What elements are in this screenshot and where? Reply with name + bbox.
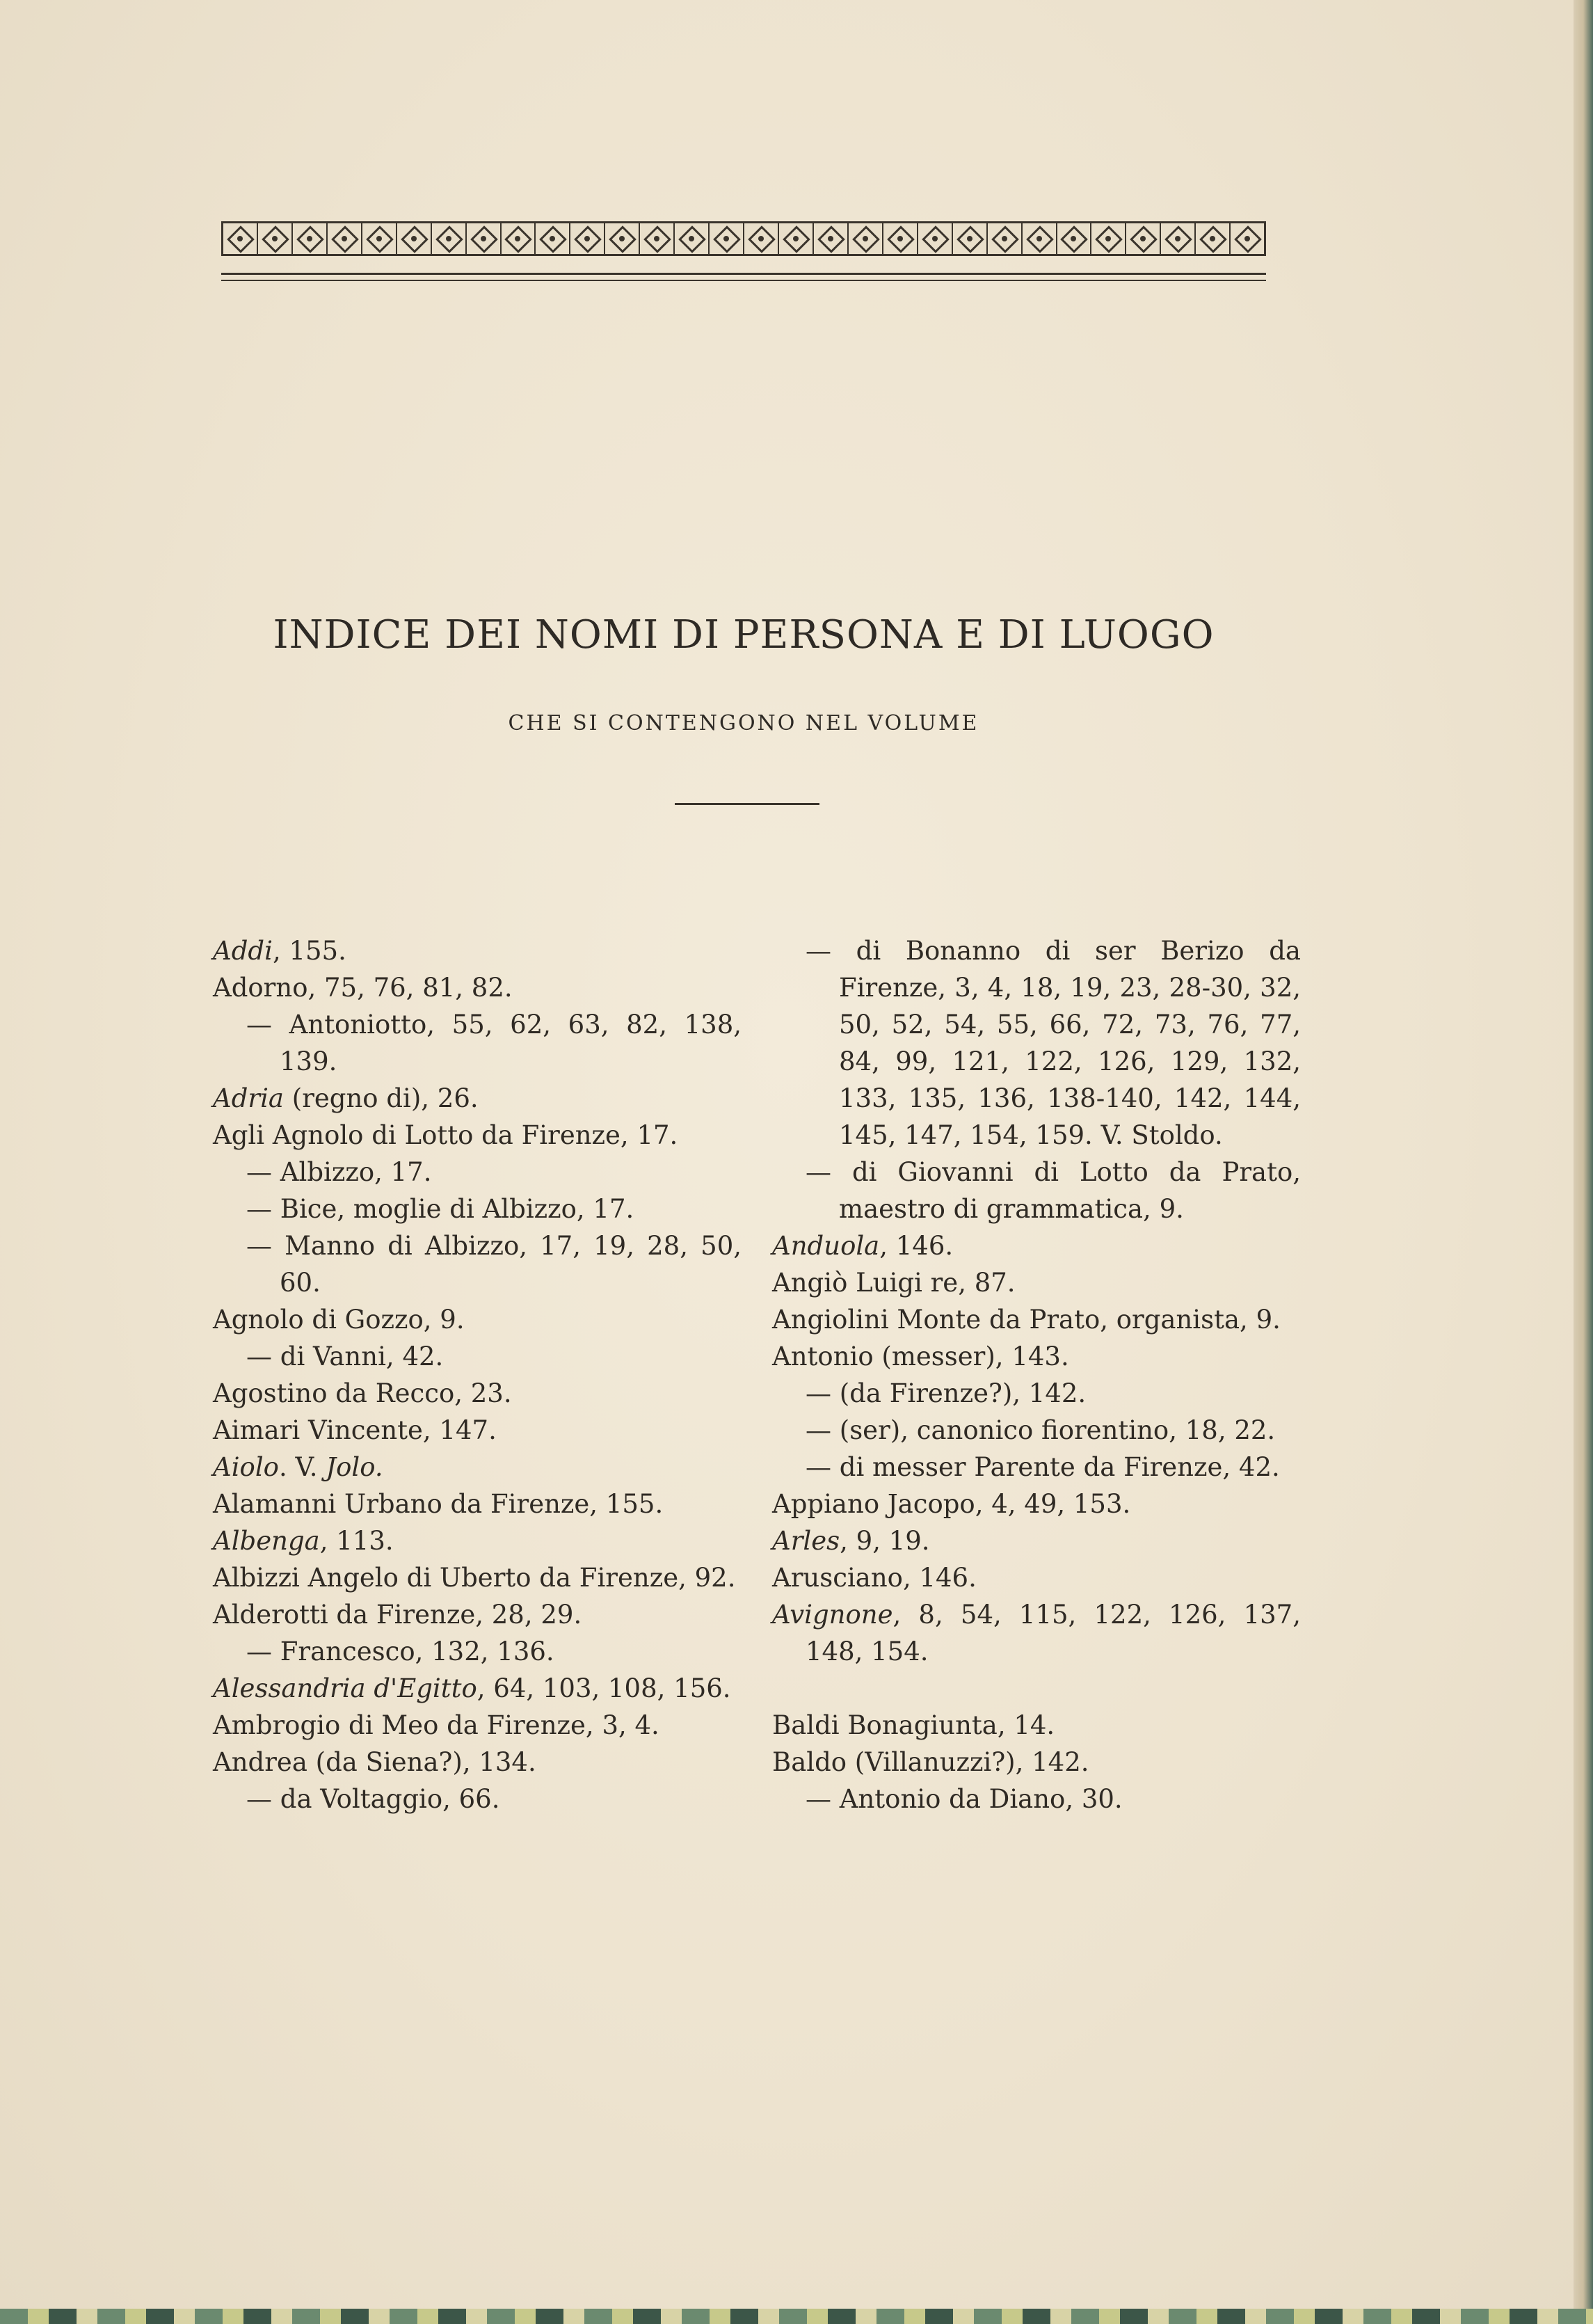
index-term-italic: Avignone bbox=[772, 1600, 893, 1630]
index-term-italic: Albenga bbox=[213, 1526, 320, 1556]
index-entry bbox=[213, 1301, 742, 1338]
index-entry-text: — Albizzo, 17. bbox=[246, 1157, 432, 1187]
index-entry-text: — Antonio da Diano, 30. bbox=[806, 1784, 1123, 1814]
ornament-tile bbox=[223, 223, 258, 254]
index-entry-text: Baldi Bonagiunta, 14. bbox=[772, 1710, 1055, 1740]
ornament-tile bbox=[953, 223, 988, 254]
index-entry bbox=[213, 1744, 742, 1781]
ornament-tile bbox=[328, 223, 362, 254]
index-entry bbox=[772, 1264, 1301, 1301]
index-entry bbox=[213, 1522, 742, 1559]
decorative-border-ornament bbox=[221, 221, 1266, 256]
index-entry bbox=[213, 1117, 742, 1154]
ornament-tile bbox=[258, 223, 293, 254]
index-entry-text: — (ser), canonico fiorentino, 18, 22. bbox=[806, 1415, 1276, 1445]
ornament-tile bbox=[918, 223, 953, 254]
index-entry bbox=[772, 1486, 1301, 1522]
index-entry-text: , 146. bbox=[879, 1231, 954, 1261]
index-entry-text: — di Vanni, 42. bbox=[246, 1342, 444, 1371]
index-subentry bbox=[213, 1338, 742, 1375]
ornament-tile bbox=[536, 223, 570, 254]
section-gap bbox=[772, 1670, 1301, 1707]
index-entry-text: — Manno di Albizzo, 17, 19, 28, 50, 60. bbox=[246, 1231, 742, 1298]
index-entry bbox=[213, 1449, 742, 1486]
index-subentry bbox=[213, 1633, 742, 1670]
index-entry bbox=[213, 1707, 742, 1744]
ornament-tile bbox=[467, 223, 502, 254]
ornament-tile bbox=[605, 223, 640, 254]
index-subentry bbox=[213, 1154, 742, 1191]
index-subentry bbox=[213, 1781, 742, 1817]
index-entry-text: — da Voltaggio, 66. bbox=[246, 1784, 500, 1814]
index-column-left bbox=[213, 932, 742, 1817]
index-entry-text: , 8, 54, 115, 122, 126, 137, 148, 154. bbox=[806, 1600, 1301, 1666]
ornament-tile bbox=[640, 223, 675, 254]
index-entry bbox=[213, 969, 742, 1006]
index-crossref-italic: Jolo. bbox=[326, 1452, 383, 1482]
index-entry bbox=[772, 1596, 1301, 1670]
index-subentry bbox=[772, 1449, 1301, 1486]
index-subentry bbox=[772, 1781, 1301, 1817]
index-entry-text: — di messer Parente da Firenze, 42. bbox=[806, 1452, 1280, 1482]
ornament-tile bbox=[1196, 223, 1231, 254]
index-entry-text: . V. bbox=[278, 1452, 326, 1482]
index-term-italic: Addi bbox=[213, 936, 273, 966]
index-entry-text: Albizzi Angelo di Uberto da Firenze, 92. bbox=[213, 1563, 736, 1593]
ornament-tile bbox=[814, 223, 849, 254]
index-entry-text: — Antoniotto, 55, 62, 63, 82, 138, 139. bbox=[246, 1010, 742, 1076]
index-column-right bbox=[772, 932, 1301, 1817]
ornament-tile bbox=[779, 223, 814, 254]
index-entry bbox=[772, 1338, 1301, 1375]
index-entry-text: Angiò Luigi re, 87. bbox=[772, 1268, 1016, 1298]
index-entry bbox=[772, 1559, 1301, 1596]
index-entry bbox=[213, 1486, 742, 1522]
index-term-italic: Adria bbox=[213, 1083, 284, 1113]
index-entry-text: , 113. bbox=[319, 1526, 394, 1556]
ornament-tile bbox=[1091, 223, 1126, 254]
index-entry-text: , 64, 103, 108, 156. bbox=[477, 1673, 731, 1703]
ornament-tile bbox=[883, 223, 918, 254]
ornament-tile bbox=[432, 223, 467, 254]
index-entry bbox=[213, 1412, 742, 1449]
index-subentry bbox=[772, 1412, 1301, 1449]
page-edge bbox=[1574, 0, 1593, 2324]
index-entry-text: Agnolo di Gozzo, 9. bbox=[213, 1305, 465, 1335]
title-separator-rule bbox=[675, 803, 819, 805]
ornament-tile bbox=[710, 223, 744, 254]
index-subentry bbox=[213, 1191, 742, 1227]
index-entry-text: Antonio (messer), 143. bbox=[772, 1342, 1069, 1371]
ornament-tile bbox=[1161, 223, 1196, 254]
binding-strip bbox=[0, 2309, 1593, 2324]
index-entry bbox=[213, 1559, 742, 1596]
ornament-tile bbox=[1126, 223, 1161, 254]
index-subentry bbox=[772, 932, 1301, 1154]
double-rule-bottom bbox=[221, 280, 1266, 281]
ornament-tile bbox=[744, 223, 779, 254]
index-term-italic: Anduola bbox=[772, 1231, 880, 1261]
index-entry-text: Angiolini Monte da Prato, organista, 9. bbox=[772, 1305, 1281, 1335]
index-subtitle: CHE SI CONTENGONO NEL VOLUME bbox=[508, 711, 979, 735]
index-entry-text: Aimari Vincente, 147. bbox=[213, 1415, 497, 1445]
index-entry bbox=[213, 1375, 742, 1412]
index-term-italic: Aiolo bbox=[213, 1452, 279, 1482]
index-entry-text: — di Bonanno di ser Berizo da Firenze, 3, 4, 18, 19, 23, 28-30, 32, 50, 52, 54, 55, 66, 72, 73, 76, 77, 84, 99, 121, 122, 126, 129, 132, 133, 135, 136, 138-140, 142, 144, 145, 147, 154, 159. V. Stoldo. bbox=[806, 936, 1301, 1150]
index-entry-text: (regno di), 26. bbox=[284, 1083, 479, 1113]
index-entry bbox=[772, 1744, 1301, 1781]
index-entry bbox=[213, 1670, 742, 1707]
index-entry-text: Agostino da Recco, 23. bbox=[213, 1378, 512, 1408]
index-subentry bbox=[213, 1227, 742, 1301]
index-entry-text: Alamanni Urbano da Firenze, 155. bbox=[213, 1489, 664, 1519]
index-entry-text: Adorno, 75, 76, 81, 82. bbox=[213, 973, 513, 1003]
index-entry bbox=[772, 1707, 1301, 1744]
index-entry-text: Ambrogio di Meo da Firenze, 3, 4. bbox=[213, 1710, 659, 1740]
ornament-tile bbox=[1231, 223, 1264, 254]
index-entry-text: Alderotti da Firenze, 28, 29. bbox=[213, 1600, 582, 1630]
index-entry-text: — (da Firenze?), 142. bbox=[806, 1378, 1087, 1408]
index-subentry bbox=[772, 1375, 1301, 1412]
index-entry-text: — Francesco, 132, 136. bbox=[246, 1637, 554, 1666]
index-subentry bbox=[772, 1154, 1301, 1227]
index-entry-text: — di Giovanni di Lotto da Prato, maestro di grammatica, 9. bbox=[806, 1157, 1301, 1224]
ornament-tile bbox=[502, 223, 536, 254]
index-entry-text: Arusciano, 146. bbox=[772, 1563, 977, 1593]
index-entry-text: Baldo (Villanuzzi?), 142. bbox=[772, 1747, 1089, 1777]
index-entry bbox=[772, 1522, 1301, 1559]
ornament-tile bbox=[397, 223, 432, 254]
index-entry-text: Appiano Jacopo, 4, 49, 153. bbox=[772, 1489, 1131, 1519]
index-entry bbox=[213, 1596, 742, 1633]
ornament-tile bbox=[988, 223, 1023, 254]
index-term-italic: Alessandria d'Egitto bbox=[213, 1673, 477, 1703]
double-rule-top bbox=[221, 273, 1266, 275]
index-entry-text: — Bice, moglie di Albizzo, 17. bbox=[246, 1194, 634, 1224]
index-entry bbox=[213, 1080, 742, 1117]
index-entry-text: Andrea (da Siena?), 134. bbox=[213, 1747, 536, 1777]
index-entry bbox=[213, 932, 742, 969]
index-entry-text: Agli Agnolo di Lotto da Firenze, 17. bbox=[213, 1120, 678, 1150]
index-entry bbox=[772, 1301, 1301, 1338]
ornament-tile bbox=[1057, 223, 1092, 254]
ornament-tile bbox=[570, 223, 605, 254]
index-title: INDICE DEI NOMI DI PERSONA E DI LUOGO bbox=[273, 612, 1215, 658]
ornament-tile bbox=[293, 223, 328, 254]
index-entry bbox=[772, 1227, 1301, 1264]
index-entry-text: , 155. bbox=[272, 936, 346, 966]
index-term-italic: Arles bbox=[772, 1526, 840, 1556]
ornament-tile bbox=[362, 223, 397, 254]
index-entry-text: , 9, 19. bbox=[840, 1526, 930, 1556]
index-subentry bbox=[213, 1006, 742, 1080]
ornament-tile bbox=[849, 223, 883, 254]
ornament-tile bbox=[675, 223, 710, 254]
ornament-tile bbox=[1023, 223, 1057, 254]
